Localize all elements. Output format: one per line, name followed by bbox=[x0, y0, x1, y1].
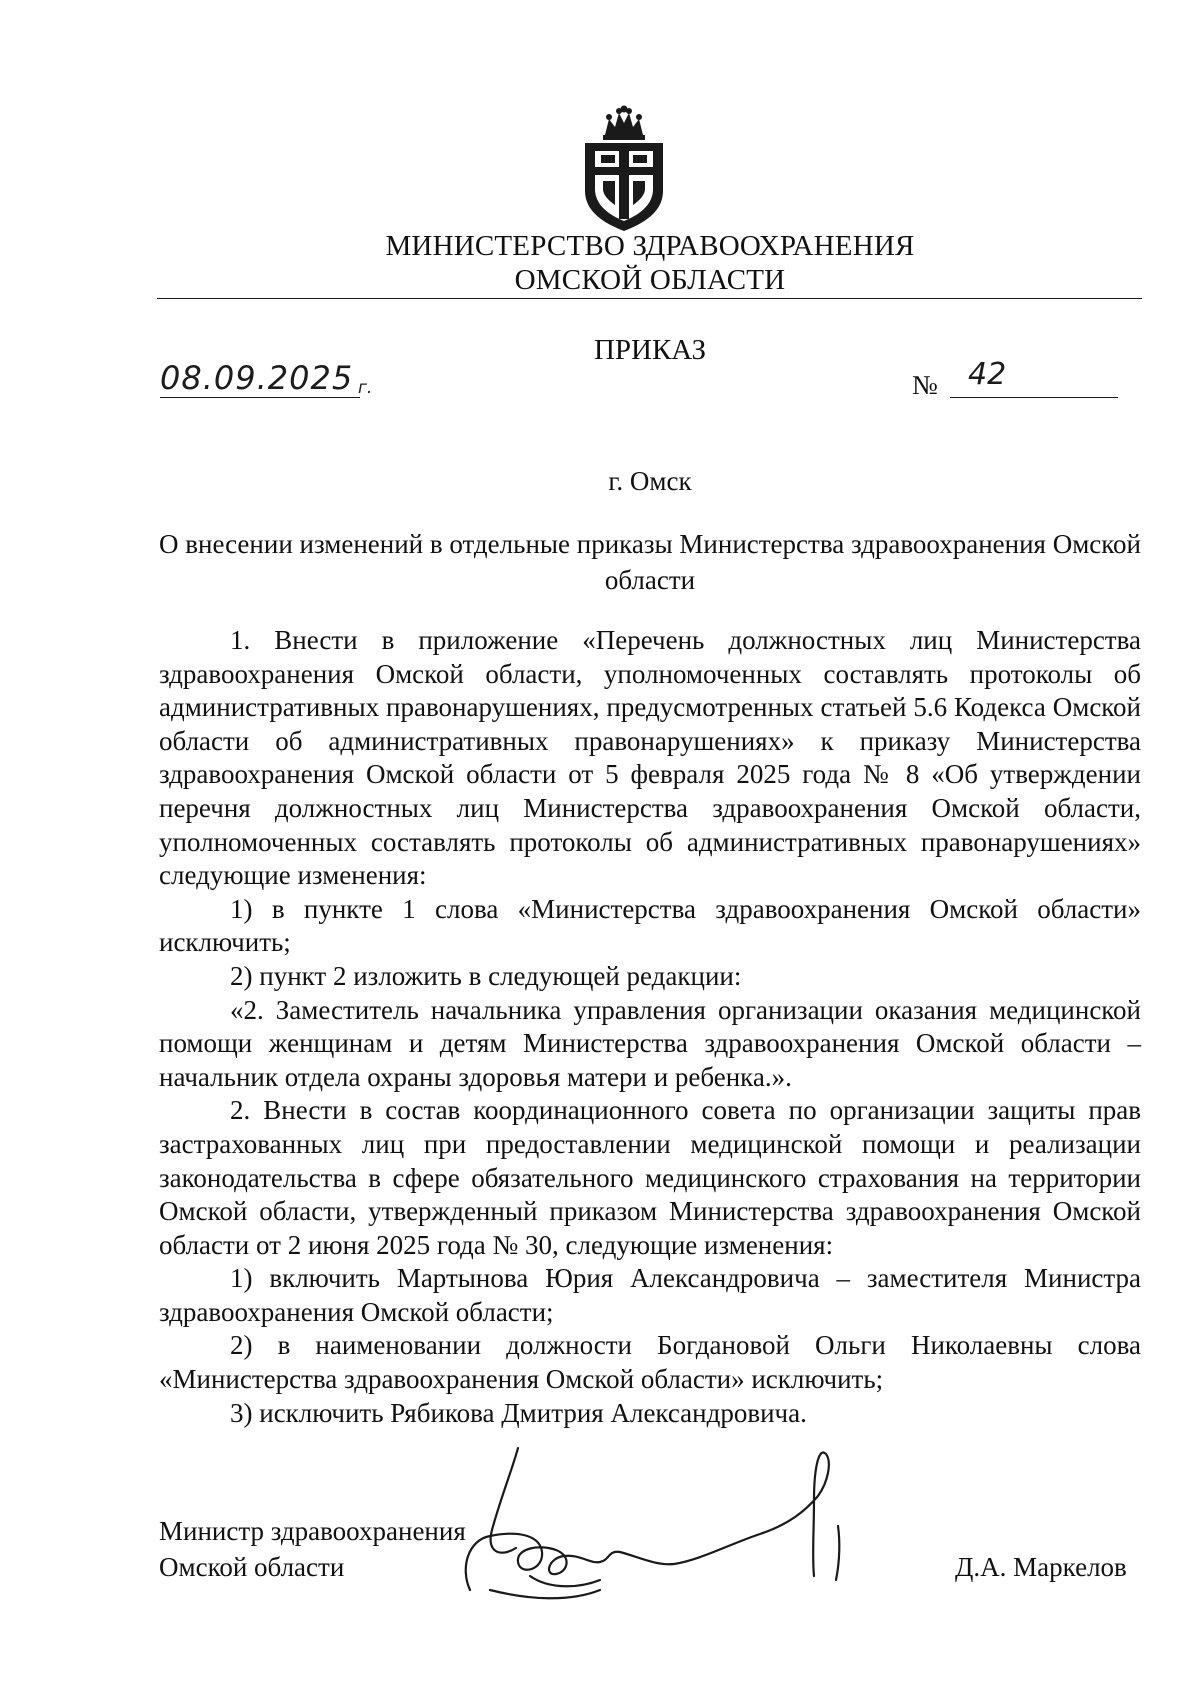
paragraph: 1) в пункте 1 слова «Министерства здравоохранения Омской области» исключить; bbox=[159, 893, 1141, 958]
order-city: г. Омск bbox=[608, 466, 692, 496]
signatory-position-line2: Омской области bbox=[159, 1552, 345, 1582]
handwritten-signature-icon bbox=[460, 1440, 920, 1625]
order-title: О внесении изменений в отдельные приказы Министерства здравоохранения Омской области bbox=[159, 529, 1141, 595]
paragraph: 3) исключить Рябикова Дмитрия Александровича. bbox=[230, 1397, 807, 1428]
ministry-name-line2: ОМСКОЙ ОБЛАСТИ bbox=[514, 264, 786, 296]
date-underline bbox=[160, 397, 360, 398]
signatory-position bbox=[159, 1513, 466, 1585]
paragraph: «2. Заместитель начальника управления организации оказания медицинской помощи женщинам и детям Министерства здравоохранения Омской области – начальник отдела охраны здоровья матери и ребенка.». bbox=[159, 994, 1141, 1092]
signatory-position-line1: Министр здравоохранения bbox=[159, 1516, 466, 1546]
header-divider bbox=[157, 298, 1142, 299]
document-type: ПРИКАЗ bbox=[593, 334, 707, 366]
order-date-suffix: г. bbox=[358, 378, 373, 398]
order-body bbox=[159, 624, 1141, 1430]
paragraph: 1. Внести в приложение «Перечень должностных лиц Министерства здравоохранения Омской области, уполномоченных составлять протоколы об административных правонарушениях, предусмотренных статьей 5.6 Кодекса Омской области об административных правонарушениях» к приказу Министерства здравоохранения Омской области от 5 февраля 2025 года № 8 «Об утверждении перечня должностных лиц Министерства здравоохранения Омской области, уполномоченных составлять протоколы об административных правонарушениях» следующие изменения: bbox=[159, 625, 1141, 891]
ministry-name-line1: МИНИСТЕРСТВО ЗДРАВООХРАНЕНИЯ bbox=[385, 230, 915, 262]
order-date: 08.09.2025 bbox=[160, 359, 354, 397]
number-underline bbox=[950, 397, 1118, 398]
signatory-name: Д.А. Маркелов bbox=[955, 1552, 1127, 1582]
order-number: 42 bbox=[968, 357, 1007, 392]
paragraph: 2. Внести в состав координационного совета по организации защиты прав застрахованных лиц при предоставлении медицинской помощи и реализации законодательства в сфере обязательного медицинского страхования на территории Омской области, утвержденный приказом Министерства здравоохранения Омской области от 2 июня 2025 года № 30, следующие изменения: bbox=[159, 1095, 1141, 1260]
order-number-label: № bbox=[912, 370, 938, 400]
paragraph: 2) пункт 2 изложить в следующей редакции: bbox=[230, 960, 742, 991]
paragraph: 2) в наименовании должности Богдановой Ольги Николаевны слова «Министерства здравоохранения Омской области» исключить; bbox=[159, 1330, 1141, 1395]
coat-of-arms-icon bbox=[575, 105, 673, 233]
paragraph: 1) включить Мартынова Юрия Александровича – заместителя Министра здравоохранения Омской области; bbox=[159, 1263, 1141, 1327]
